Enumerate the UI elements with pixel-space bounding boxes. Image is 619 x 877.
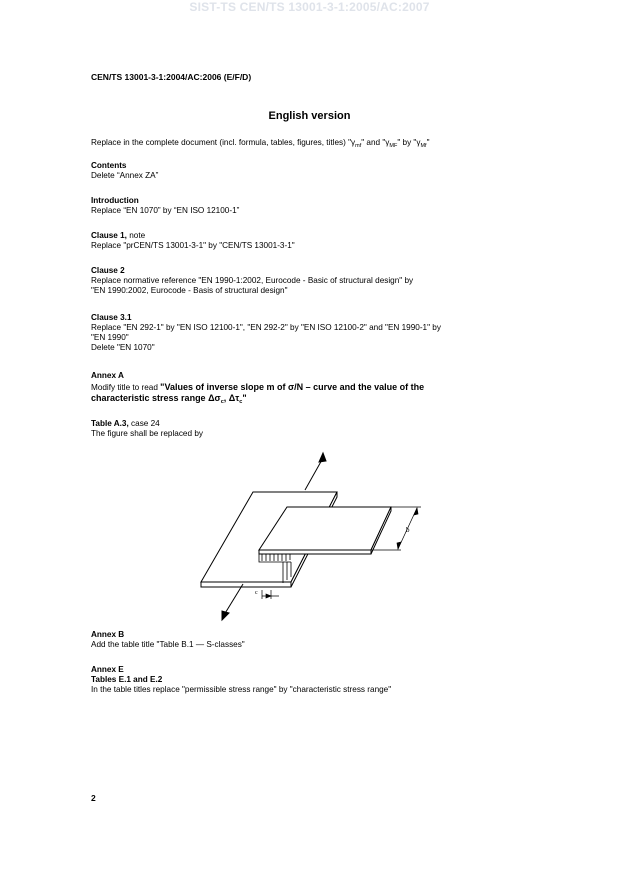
version-title: English version — [268, 110, 351, 122]
annex-e-text: In the table titles replace "permissible stress range" by "characteristic stress range" — [91, 685, 392, 694]
annex-e-subheading: Tables E.1 and E.2 — [91, 675, 163, 684]
clause31-section — [91, 313, 541, 353]
annex-b-heading: Annex B — [91, 630, 125, 639]
introduction-heading: Introduction — [91, 196, 139, 205]
introduction-text: Replace “EN 1070” by “EN ISO 12100-1” — [91, 206, 240, 215]
clause1-text: Replace "prCEN/TS 13001-3-1" by "CEN/TS 13001-3-1" — [91, 241, 295, 250]
annex-b-text: Add the table title "Table B.1 — S-classes" — [91, 640, 245, 649]
welded-joint-figure — [195, 450, 435, 630]
annex-e-section — [91, 665, 541, 695]
table-a3-text: The figure shall be replaced by — [91, 429, 203, 438]
page-number: 2 — [91, 793, 96, 803]
watermark: SIST-TS CEN/TS 13001-3-1:2005/AC:2007 — [189, 0, 430, 14]
annex-a-title-line2: characteristic stress range $\Delta\sigma_c$, $\Delta\tau_c$" — [91, 393, 247, 405]
table-a3-heading: Table A.3, — [91, 419, 129, 428]
force-arrow-bottom-head — [222, 611, 229, 620]
annex-a-section: Annex A Modify title to read "Values of inverse slope m of σ/N – curve and the value of the characteristic stress range $\Delta\sigma_c$, $\Delta\tau_c$" — [91, 371, 541, 405]
annex-b-section — [91, 630, 541, 650]
clause31-heading: Clause 3.1 — [91, 313, 132, 322]
table-a3-section: Table A.3, case 24 The figure shall be replaced by — [91, 419, 541, 439]
force-arrow-top — [305, 458, 323, 490]
clause1-heading: Clause 1, — [91, 231, 127, 240]
force-arrow-top-head — [319, 453, 326, 462]
upper-plate-edge — [259, 550, 371, 554]
clause2-text-2: "EN 1990:2002, Eurocode - Basis of structural design" — [91, 286, 288, 295]
force-arrow-bottom — [224, 584, 243, 615]
dimension-b-label: b — [406, 526, 410, 534]
dimension-c — [262, 590, 279, 599]
annex-e-heading: Annex E — [91, 665, 124, 674]
contents-section — [91, 161, 541, 181]
annex-a-title-line1: "Values of inverse slope m of σ/N – curve and the value of the — [160, 382, 425, 392]
clause2-heading: Clause 2 — [91, 266, 125, 275]
clause1-section: Clause 1, note Replace "prCEN/TS 13001-3-1" by "CEN/TS 13001-3-1" — [91, 231, 541, 251]
introduction-section — [91, 196, 541, 216]
clause31-text-2: "EN 1990" — [91, 333, 129, 342]
clause2-text-1: Replace normative reference "EN 1990-1:2002, Eurocode - Basic of structural design" by — [91, 276, 414, 285]
replace-instruction: Replace in the complete document (incl. formula, tables, figures, titles) "$\gamma_{mf}$" and "$\gamma_{MF}$" by "$\gamma_{Mf}$" — [91, 138, 430, 149]
annex-a-heading: Annex A — [91, 371, 124, 380]
dimension-c-label: c — [255, 590, 258, 596]
clause31-text-1: Replace "EN 292-1" by "EN ISO 12100-1", "EN 292-2" by "EN ISO 12100-2" and "EN 1990-1" by — [91, 323, 441, 332]
contents-text: Delete “Annex ZA” — [91, 171, 159, 180]
document-reference: CEN/TS 13001-3-1:2004/AC:2006 (E/F/D) — [91, 72, 252, 82]
contents-heading: Contents — [91, 161, 127, 170]
clause2-section — [91, 266, 541, 296]
clause31-text-3: Delete "EN 1070" — [91, 343, 155, 352]
lower-plate-edge — [201, 582, 291, 587]
